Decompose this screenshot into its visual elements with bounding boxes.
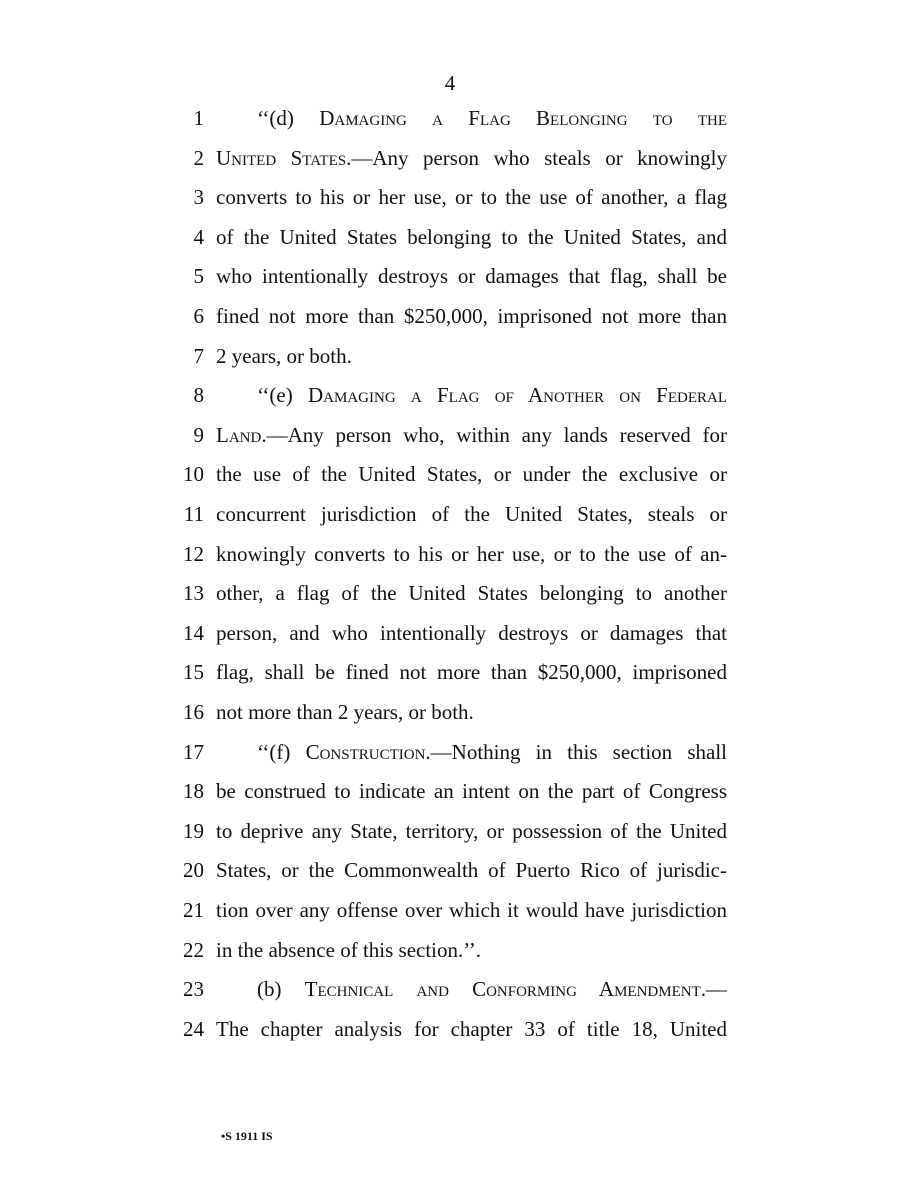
bill-line [0,296,900,336]
line-text-segment: of the United States belonging to the United States, and [216,224,727,249]
line-text [216,890,727,930]
line-text [216,138,727,178]
line-number: 21 [183,898,204,922]
line-text-segment: tion over any offense over which it would have jurisdiction [216,898,727,922]
bill-line [0,494,900,534]
bill-line [0,930,900,970]
line-number: 8 [193,383,204,408]
line-number: 24 [183,1016,204,1041]
line-number: 12 [183,541,204,566]
bill-line [0,771,900,811]
line-text [216,296,727,336]
bill-line [0,256,900,296]
line-text-segment: ‘‘(f) [257,739,306,764]
bill-line [0,811,900,851]
bill-line [0,573,900,613]
line-text-segment: not more than 2 years, or both. [216,700,474,724]
line-number: 13 [183,581,204,606]
line-text [216,217,727,257]
bill-line [0,969,900,1009]
line-text-segment: converts to his or her use, or to the use of another, a flag [216,185,727,210]
line-text-segment: concurrent jurisdiction of the United States, steals or [216,502,727,526]
line-text [216,930,727,970]
bill-line [0,850,900,890]
line-text-segment: ‘‘(e) [257,383,308,408]
line-text-segment: (b) [257,977,305,1002]
line-number: 1 [193,106,204,130]
bill-identifier-footer: •S 1911 IS [221,1129,273,1143]
line-text [216,534,727,574]
bill-line [0,454,900,494]
line-number: 9 [193,422,204,447]
line-text-segment: flag, shall be fined not more than $250,000, imprisoned [216,660,727,685]
bill-line [0,138,900,178]
section-heading-text: Land. [216,422,267,447]
line-number: 3 [193,185,204,210]
line-text-segment: to deprive any State, territory, or possession of the United [216,818,727,843]
line-text [216,613,727,653]
line-number: 19 [183,818,204,843]
line-text [216,1009,727,1049]
bill-line [0,336,900,376]
bill-line [0,732,900,772]
line-number: 15 [183,660,204,685]
line-text [216,415,727,455]
line-text-segment: 2 years, or both. [216,343,352,368]
line-text [216,573,727,613]
line-text [216,454,727,494]
bill-line [0,1009,900,1049]
line-text [216,494,727,534]
line-text-segment: —Any person who steals or knowingly [351,145,727,170]
line-text [216,256,727,296]
bill-line [0,415,900,455]
section-heading-text: Technical and Conforming Amendment. [304,977,706,1002]
line-number: 20 [183,858,204,883]
line-number: 17 [183,739,204,764]
line-number: 7 [193,343,204,368]
line-text [257,375,727,415]
bill-line [0,890,900,930]
section-heading-text: Construction. [305,739,431,764]
line-number: 10 [183,462,204,487]
bill-line [0,652,900,692]
bill-line [0,692,900,732]
line-text [257,732,727,772]
bill-line [0,534,900,574]
line-text-segment: States, or the Commonwealth of Puerto Rico of jurisdic- [216,858,727,883]
line-number: 18 [183,779,204,804]
line-text [216,850,727,890]
line-text [216,771,727,811]
line-text [216,652,727,692]
section-heading-text: Damaging a Flag Belonging to the [319,106,727,130]
line-text [216,177,727,217]
section-heading-text: United States. [216,145,352,170]
line-text-segment: The chapter analysis for chapter 33 of title 18, United [216,1016,727,1041]
line-number: 11 [183,502,204,526]
line-number: 23 [183,977,204,1002]
line-number: 22 [183,937,204,962]
line-text [257,969,727,1009]
section-heading-text: Damaging a Flag of Another on Federal [307,383,727,408]
line-text-segment: who intentionally destroys or damages that flag, shall be [216,264,727,289]
line-text-segment: be construed to indicate an intent on the part of Congress [216,779,727,804]
line-text-segment: other, a flag of the United States belonging to another [216,581,727,606]
line-text [216,336,727,376]
line-number: 4 [193,224,204,249]
line-number: 16 [183,700,204,724]
bill-line [0,98,900,138]
bill-line [0,177,900,217]
bill-line [0,217,900,257]
line-text-segment: —Any person who, within any lands reserved for [266,422,727,447]
line-text-segment: — [706,977,727,1002]
line-number: 14 [183,620,204,645]
line-number: 6 [193,304,204,328]
bill-line [0,613,900,653]
line-number: 2 [193,145,204,170]
line-text-segment: ‘‘(d) [257,106,320,130]
line-text-segment: —Nothing in this section shall [430,739,727,764]
line-text-segment: person, and who intentionally destroys or damages that [216,620,727,645]
line-text [216,692,727,732]
line-text [216,811,727,851]
line-text [257,98,727,138]
line-text-segment: knowingly converts to his or her use, or to the use of an- [216,541,727,566]
page-number: 4 [444,71,456,95]
line-number: 5 [193,264,204,289]
line-text-segment: in the absence of this section.’’. [216,937,481,962]
line-text-segment: the use of the United States, or under the exclusive or [216,462,727,487]
line-text-segment: fined not more than $250,000, imprisoned not more than [216,304,727,328]
bill-line [0,375,900,415]
